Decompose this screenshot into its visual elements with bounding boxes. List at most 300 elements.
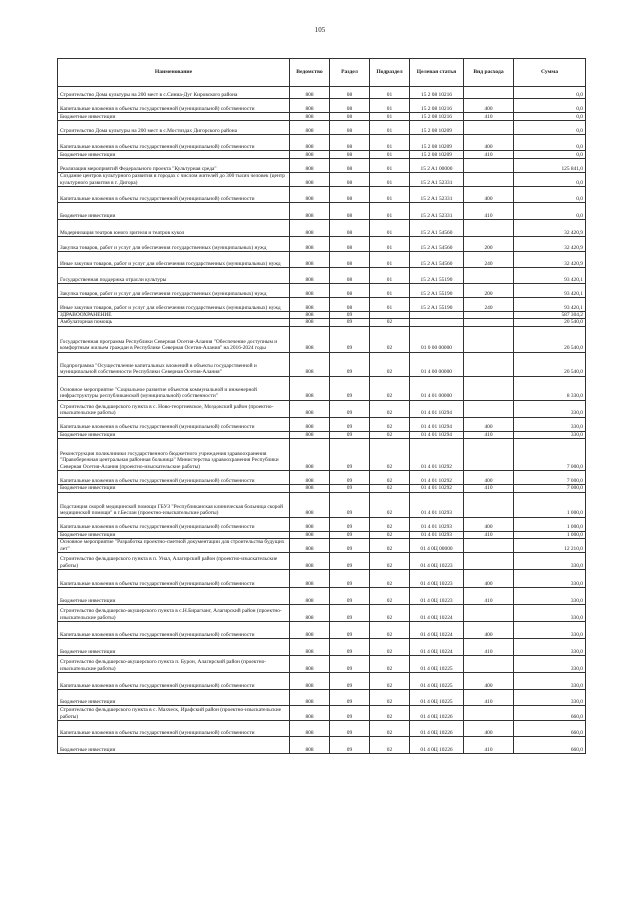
row-section-cell: 09 bbox=[330, 431, 370, 438]
row-expense-type-cell: 410 bbox=[464, 690, 514, 706]
header-amount: Сумма bbox=[514, 59, 586, 87]
row-amount-cell: 330,0 bbox=[514, 673, 586, 690]
table-row bbox=[58, 268, 586, 284]
row-section-cell: 08 bbox=[330, 298, 370, 312]
row-section-cell: 09 bbox=[330, 690, 370, 706]
row-expense-type-cell: 410 bbox=[464, 113, 514, 121]
row-amount-cell: 330,0 bbox=[514, 417, 586, 431]
row-subsection-cell: 02 bbox=[370, 400, 410, 417]
row-expense-type-cell: 400 bbox=[464, 187, 514, 203]
row-name-cell: Иные закупки товаров, работ и услуг для обеспечения государственных (муниципальных) нужд bbox=[58, 252, 290, 268]
row-target-article-cell: 15 2 A1 55190 bbox=[410, 268, 464, 284]
row-target-article-cell: 15 2 A1 54560 bbox=[410, 237, 464, 252]
row-target-article-cell: 15 2 A1 52331 bbox=[410, 187, 464, 203]
row-subsection-cell: 02 bbox=[370, 352, 410, 376]
table-row bbox=[58, 284, 586, 298]
row-amount-cell: 0,0 bbox=[514, 203, 586, 220]
row-name-cell: Реализация мероприятий Федерального проекта "Культурная среда" bbox=[58, 159, 290, 173]
table-row bbox=[58, 237, 586, 252]
row-expense-type-cell: 400 bbox=[464, 99, 514, 113]
table-row bbox=[58, 400, 586, 417]
row-name-cell: Капитальные вложения в объекты государственной (муниципальной) собственности bbox=[58, 99, 290, 113]
row-expense-type-cell: 400 bbox=[464, 135, 514, 151]
row-section-cell: 08 bbox=[330, 220, 370, 237]
table-row bbox=[58, 673, 586, 690]
row-expense-type-cell bbox=[464, 159, 514, 173]
row-target-article-cell bbox=[410, 319, 464, 326]
table-row bbox=[58, 417, 586, 431]
row-target-article-cell: 01 4 00 00000 bbox=[410, 352, 464, 376]
row-name-cell: Бюджетные инвестиции bbox=[58, 639, 290, 656]
row-section-cell: 09 bbox=[330, 485, 370, 492]
row-target-article-cell: 01 4 01 10293 bbox=[410, 492, 464, 517]
row-name-cell: Бюджетные инвестиции bbox=[58, 203, 290, 220]
row-target-article-cell: 01 4 01 10294 bbox=[410, 400, 464, 417]
row-section-cell: 08 bbox=[330, 237, 370, 252]
row-target-article-cell: 15 2 A1 55190 bbox=[410, 284, 464, 298]
row-target-article-cell: 01 4 0Ц 10225 bbox=[410, 656, 464, 673]
row-section-cell: 09 bbox=[330, 605, 370, 622]
row-target-article-cell: 15 2 A1 52331 bbox=[410, 203, 464, 220]
table-header-row bbox=[58, 59, 586, 87]
row-amount-cell: 32 420,9 bbox=[514, 252, 586, 268]
row-name-cell: Бюджетные инвестиции bbox=[58, 485, 290, 492]
row-subsection-cell: 02 bbox=[370, 639, 410, 656]
row-department-cell: 808 bbox=[290, 471, 330, 485]
row-department-cell: 808 bbox=[290, 319, 330, 326]
row-department-cell: 808 bbox=[290, 492, 330, 517]
row-expense-type-cell bbox=[464, 87, 514, 99]
row-target-article-cell: 01 4 0Ц 10223 bbox=[410, 588, 464, 605]
row-target-article-cell: 15 2 A1 52331 bbox=[410, 173, 464, 187]
row-amount-cell: 330,0 bbox=[514, 639, 586, 656]
row-expense-type-cell: 410 bbox=[464, 203, 514, 220]
row-subsection-cell: 02 bbox=[370, 690, 410, 706]
row-department-cell: 808 bbox=[290, 539, 330, 553]
row-amount-cell: 12 210,0 bbox=[514, 539, 586, 553]
row-name-cell: Бюджетные инвестиции bbox=[58, 690, 290, 706]
table-row bbox=[58, 252, 586, 268]
row-department-cell: 808 bbox=[290, 588, 330, 605]
row-amount-cell: 587 304,2 bbox=[514, 312, 586, 319]
row-section-cell: 08 bbox=[330, 173, 370, 187]
row-name-cell: Капитальные вложения в объекты государственной (муниципальной) собственности bbox=[58, 135, 290, 151]
row-name-cell: Капитальные вложения в объекты государственной (муниципальной) собственности bbox=[58, 673, 290, 690]
row-subsection-cell: 01 bbox=[370, 121, 410, 135]
row-expense-type-cell: 410 bbox=[464, 588, 514, 605]
row-amount-cell: 7 000,0 bbox=[514, 439, 586, 471]
row-target-article-cell: 01 4 01 10294 bbox=[410, 431, 464, 438]
row-section-cell: 09 bbox=[330, 588, 370, 605]
table-row bbox=[58, 352, 586, 376]
row-subsection-cell: 01 bbox=[370, 252, 410, 268]
row-expense-type-cell bbox=[464, 553, 514, 570]
row-section-cell: 09 bbox=[330, 326, 370, 352]
row-section-cell: 09 bbox=[330, 570, 370, 588]
row-department-cell: 808 bbox=[290, 326, 330, 352]
table-row bbox=[58, 151, 586, 159]
table-body bbox=[58, 87, 586, 754]
row-department-cell: 808 bbox=[290, 187, 330, 203]
row-name-cell: Строительство фельдшерского пункта в п. Унал, Алагирский район (проектно-изыскательские работы) bbox=[58, 553, 290, 570]
row-name-cell: Бюджетные инвестиции bbox=[58, 588, 290, 605]
row-section-cell: 09 bbox=[330, 553, 370, 570]
row-subsection-cell: 02 bbox=[370, 492, 410, 517]
row-target-article-cell: 15 2 08 10209 bbox=[410, 121, 464, 135]
row-name-cell: Бюджетные инвестиции bbox=[58, 113, 290, 121]
row-name-cell: ЗДРАВООХРАНЕНИЕ bbox=[58, 312, 290, 319]
row-department-cell: 808 bbox=[290, 570, 330, 588]
row-subsection-cell: 02 bbox=[370, 673, 410, 690]
row-amount-cell: 0,0 bbox=[514, 151, 586, 159]
row-subsection-cell: 02 bbox=[370, 737, 410, 754]
table-row bbox=[58, 159, 586, 173]
row-subsection-cell: 01 bbox=[370, 151, 410, 159]
row-department-cell: 808 bbox=[290, 517, 330, 531]
row-department-cell: 808 bbox=[290, 298, 330, 312]
row-department-cell: 808 bbox=[290, 673, 330, 690]
table-row bbox=[58, 492, 586, 517]
row-amount-cell: 7 000,0 bbox=[514, 471, 586, 485]
row-expense-type-cell: 400 bbox=[464, 622, 514, 639]
row-section-cell: 08 bbox=[330, 135, 370, 151]
table-row bbox=[58, 376, 586, 400]
row-expense-type-cell bbox=[464, 539, 514, 553]
row-subsection-cell: 02 bbox=[370, 431, 410, 438]
row-subsection-cell: 01 bbox=[370, 159, 410, 173]
row-name-cell: Бюджетные инвестиции bbox=[58, 531, 290, 538]
row-subsection-cell: 01 bbox=[370, 187, 410, 203]
row-expense-type-cell: 400 bbox=[464, 570, 514, 588]
row-department-cell: 808 bbox=[290, 622, 330, 639]
row-target-article-cell: 01 0 00 00000 bbox=[410, 326, 464, 352]
row-target-article-cell: 01 4 0Ц 10226 bbox=[410, 737, 464, 754]
row-expense-type-cell bbox=[464, 492, 514, 517]
table-row bbox=[58, 485, 586, 492]
table-row bbox=[58, 298, 586, 312]
row-name-cell: Закупка товаров, работ и услуг для обеспечения государственных (муниципальных) нужд bbox=[58, 284, 290, 298]
row-name-cell: Реконструкция поликлиники государственного бюджетного учреждения здравоохранения "Правобережная центральная районная больница" Министерства здравоохранения Республики Северная Осетия-Алания (проектно-изыскательские работы) bbox=[58, 439, 290, 471]
row-subsection-cell: 02 bbox=[370, 570, 410, 588]
row-department-cell: 808 bbox=[290, 203, 330, 220]
row-expense-type-cell bbox=[464, 121, 514, 135]
row-name-cell: Бюджетные инвестиции bbox=[58, 431, 290, 438]
row-target-article-cell: 15 2 08 10216 bbox=[410, 99, 464, 113]
table-row bbox=[58, 553, 586, 570]
row-amount-cell: 330,0 bbox=[514, 622, 586, 639]
row-expense-type-cell bbox=[464, 706, 514, 721]
row-section-cell: 08 bbox=[330, 87, 370, 99]
row-expense-type-cell bbox=[464, 173, 514, 187]
row-section-cell: 08 bbox=[330, 203, 370, 220]
header-subsection: Подраздел bbox=[370, 59, 410, 87]
table-row bbox=[58, 135, 586, 151]
row-department-cell: 808 bbox=[290, 159, 330, 173]
row-section-cell: 09 bbox=[330, 737, 370, 754]
row-subsection-cell: 02 bbox=[370, 706, 410, 721]
row-department-cell: 808 bbox=[290, 605, 330, 622]
row-name-cell: Подстанция скорой медицинской помощи ГБУЗ "Республиканская клиническая больница скорой медицинской помощи" в г.Беслан (проектно-изыскательские работы) bbox=[58, 492, 290, 517]
row-amount-cell: 330,0 bbox=[514, 431, 586, 438]
row-amount-cell: 330,0 bbox=[514, 656, 586, 673]
row-section-cell: 09 bbox=[330, 622, 370, 639]
row-expense-type-cell bbox=[464, 268, 514, 284]
row-subsection-cell: 01 bbox=[370, 237, 410, 252]
row-amount-cell: 330,0 bbox=[514, 588, 586, 605]
row-amount-cell: 125 841,0 bbox=[514, 159, 586, 173]
row-target-article-cell: 01 4 01 10292 bbox=[410, 439, 464, 471]
row-section-cell: 08 bbox=[330, 284, 370, 298]
row-subsection-cell: 02 bbox=[370, 605, 410, 622]
row-amount-cell: 20 540,0 bbox=[514, 352, 586, 376]
row-department-cell: 808 bbox=[290, 417, 330, 431]
row-name-cell: Капитальные вложения в объекты государственной (муниципальной) собственности bbox=[58, 570, 290, 588]
row-target-article-cell: 01 4 01 10293 bbox=[410, 531, 464, 538]
row-target-article-cell: 01 4 0Ц 10225 bbox=[410, 690, 464, 706]
row-name-cell: Строительство фельдшерско-акушерского пункта п. Бурон, Алагирский район (проектно-изыскательские работы) bbox=[58, 656, 290, 673]
row-amount-cell: 660,0 bbox=[514, 737, 586, 754]
row-amount-cell: 93 420,1 bbox=[514, 268, 586, 284]
table-row bbox=[58, 737, 586, 754]
row-department-cell: 808 bbox=[290, 135, 330, 151]
row-name-cell: Бюджетные инвестиции bbox=[58, 737, 290, 754]
row-name-cell: Строительство фельдшерского пункта в с. Ново-георгиевское, Моздокский район (проектно-изыскательские работы) bbox=[58, 400, 290, 417]
row-department-cell: 808 bbox=[290, 284, 330, 298]
table-row bbox=[58, 113, 586, 121]
table-row bbox=[58, 203, 586, 220]
header-section: Раздел bbox=[330, 59, 370, 87]
row-target-article-cell bbox=[410, 312, 464, 319]
row-section-cell: 09 bbox=[330, 639, 370, 656]
row-department-cell: 808 bbox=[290, 721, 330, 737]
row-subsection-cell: 01 bbox=[370, 173, 410, 187]
row-target-article-cell: 15 2 08 10216 bbox=[410, 87, 464, 99]
row-section-cell: 08 bbox=[330, 121, 370, 135]
row-expense-type-cell: 400 bbox=[464, 517, 514, 531]
row-subsection-cell bbox=[370, 312, 410, 319]
row-section-cell: 09 bbox=[330, 706, 370, 721]
row-expense-type-cell bbox=[464, 220, 514, 237]
row-subsection-cell: 01 bbox=[370, 135, 410, 151]
row-subsection-cell: 02 bbox=[370, 531, 410, 538]
row-subsection-cell: 02 bbox=[370, 417, 410, 431]
table-row bbox=[58, 622, 586, 639]
row-subsection-cell: 01 bbox=[370, 99, 410, 113]
row-amount-cell: 0,0 bbox=[514, 87, 586, 99]
row-target-article-cell: 15 2 A1 00000 bbox=[410, 159, 464, 173]
row-target-article-cell: 01 4 01 10292 bbox=[410, 485, 464, 492]
row-department-cell: 808 bbox=[290, 485, 330, 492]
row-name-cell: Иные закупки товаров, работ и услуг для обеспечения государственных (муниципальных) нужд bbox=[58, 298, 290, 312]
row-target-article-cell: 01 4 0Ц 10223 bbox=[410, 570, 464, 588]
row-amount-cell: 1 000,0 bbox=[514, 531, 586, 538]
row-department-cell: 808 bbox=[290, 151, 330, 159]
row-name-cell: Основное мероприятие "Социальное развитие объектов коммунальной и инженерной инфраструктуры республиканской (муниципальной) собственности" bbox=[58, 376, 290, 400]
row-department-cell: 808 bbox=[290, 553, 330, 570]
row-amount-cell: 660,0 bbox=[514, 706, 586, 721]
row-subsection-cell: 01 bbox=[370, 298, 410, 312]
row-name-cell: Основное мероприятие "Разработка проектно-сметной документации для строительства будущих лет" bbox=[58, 539, 290, 553]
row-subsection-cell: 02 bbox=[370, 485, 410, 492]
row-expense-type-cell: 410 bbox=[464, 151, 514, 159]
row-expense-type-cell bbox=[464, 319, 514, 326]
table-row bbox=[58, 471, 586, 485]
row-name-cell: Бюджетные инвестиции bbox=[58, 151, 290, 159]
row-name-cell: Строительство Дома культуры на 200 мест в с.Синиа-Дуг Кировского района bbox=[58, 87, 290, 99]
row-subsection-cell: 02 bbox=[370, 376, 410, 400]
row-name-cell: Капитальные вложения в объекты государственной (муниципальной) собственности bbox=[58, 471, 290, 485]
row-target-article-cell: 15 2 08 10216 bbox=[410, 113, 464, 121]
row-department-cell: 808 bbox=[290, 690, 330, 706]
row-section-cell: 08 bbox=[330, 187, 370, 203]
row-target-article-cell: 01 4 01 10294 bbox=[410, 417, 464, 431]
table-row bbox=[58, 220, 586, 237]
row-target-article-cell: 01 4 0Ц 10226 bbox=[410, 706, 464, 721]
row-amount-cell: 8 330,0 bbox=[514, 376, 586, 400]
row-section-cell: 08 bbox=[330, 151, 370, 159]
row-section-cell: 09 bbox=[330, 439, 370, 471]
row-section-cell: 08 bbox=[330, 252, 370, 268]
row-expense-type-cell bbox=[464, 376, 514, 400]
row-target-article-cell: 01 4 0Ц 10224 bbox=[410, 605, 464, 622]
row-amount-cell: 0,0 bbox=[514, 121, 586, 135]
row-name-cell: Государственная программа Республики Северная Осетия-Алания "Обеспечение доступным и комфортным жильем граждан в Республике Северная Осетия-Алания" на 2016-2024 годы bbox=[58, 326, 290, 352]
row-section-cell: 09 bbox=[330, 531, 370, 538]
row-expense-type-cell: 240 bbox=[464, 252, 514, 268]
row-expense-type-cell: 200 bbox=[464, 237, 514, 252]
row-department-cell: 808 bbox=[290, 531, 330, 538]
row-expense-type-cell: 400 bbox=[464, 417, 514, 431]
row-amount-cell: 1 000,0 bbox=[514, 517, 586, 531]
row-section-cell: 09 bbox=[330, 400, 370, 417]
row-name-cell: Закупка товаров, работ и услуг для обеспечения государственных (муниципальных) нужд bbox=[58, 237, 290, 252]
table-row bbox=[58, 187, 586, 203]
row-amount-cell: 32 420,9 bbox=[514, 220, 586, 237]
row-name-cell: Строительство фельдшерского пункта в с. Махческ, Ирафский район (проектно-изыскательские работы) bbox=[58, 706, 290, 721]
row-target-article-cell: 15 2 A1 55190 bbox=[410, 298, 464, 312]
header-department: Ведомство bbox=[290, 59, 330, 87]
row-name-cell: Создание центров культурного развития в городах с числом жителей до 300 тысяч человек (центр культурного развития в г. Дигора) bbox=[58, 173, 290, 187]
row-amount-cell: 0,0 bbox=[514, 173, 586, 187]
row-section-cell: 08 bbox=[330, 159, 370, 173]
row-amount-cell: 330,0 bbox=[514, 690, 586, 706]
row-section-cell: 09 bbox=[330, 539, 370, 553]
row-expense-type-cell bbox=[464, 656, 514, 673]
row-amount-cell: 330,0 bbox=[514, 570, 586, 588]
table-row bbox=[58, 690, 586, 706]
table-row bbox=[58, 531, 586, 538]
row-target-article-cell: 15 2 A1 54560 bbox=[410, 220, 464, 237]
row-subsection-cell: 01 bbox=[370, 87, 410, 99]
header-target-article: Целевая статья bbox=[410, 59, 464, 87]
row-section-cell: 09 bbox=[330, 471, 370, 485]
table-row bbox=[58, 570, 586, 588]
row-section-cell: 08 bbox=[330, 113, 370, 121]
table-row bbox=[58, 517, 586, 531]
row-subsection-cell: 02 bbox=[370, 539, 410, 553]
row-amount-cell: 330,0 bbox=[514, 553, 586, 570]
row-subsection-cell: 02 bbox=[370, 588, 410, 605]
table-row bbox=[58, 439, 586, 471]
table-row bbox=[58, 605, 586, 622]
row-subsection-cell: 02 bbox=[370, 319, 410, 326]
row-target-article-cell: 01 4 0Ц 10226 bbox=[410, 721, 464, 737]
row-name-cell: Капитальные вложения в объекты государственной (муниципальной) собственности bbox=[58, 622, 290, 639]
table-row bbox=[58, 539, 586, 553]
row-department-cell: 808 bbox=[290, 431, 330, 438]
row-department-cell: 808 bbox=[290, 268, 330, 284]
row-target-article-cell: 15 2 08 10209 bbox=[410, 151, 464, 159]
row-amount-cell: 7 000,0 bbox=[514, 485, 586, 492]
row-subsection-cell: 01 bbox=[370, 203, 410, 220]
row-expense-type-cell bbox=[464, 352, 514, 376]
row-expense-type-cell: 410 bbox=[464, 639, 514, 656]
table-row bbox=[58, 706, 586, 721]
row-section-cell: 09 bbox=[330, 673, 370, 690]
row-section-cell: 09 bbox=[330, 656, 370, 673]
row-amount-cell: 330,0 bbox=[514, 400, 586, 417]
row-name-cell: Капитальные вложения в объекты государственной (муниципальной) собственности bbox=[58, 517, 290, 531]
row-subsection-cell: 02 bbox=[370, 471, 410, 485]
row-section-cell: 09 bbox=[330, 312, 370, 319]
row-amount-cell: 20 540,0 bbox=[514, 319, 586, 326]
row-name-cell: Капитальные вложения в объекты государственной (муниципальной) собственности bbox=[58, 721, 290, 737]
row-amount-cell: 0,0 bbox=[514, 99, 586, 113]
row-department-cell: 808 bbox=[290, 237, 330, 252]
page-number: 105 bbox=[314, 26, 326, 34]
row-name-cell: Амбулаторная помощь bbox=[58, 319, 290, 326]
row-subsection-cell: 01 bbox=[370, 284, 410, 298]
row-department-cell: 808 bbox=[290, 400, 330, 417]
row-section-cell: 09 bbox=[330, 417, 370, 431]
row-expense-type-cell: 240 bbox=[464, 298, 514, 312]
row-target-article-cell: 01 4 0Ц 10225 bbox=[410, 673, 464, 690]
table-row bbox=[58, 656, 586, 673]
row-amount-cell: 660,0 bbox=[514, 721, 586, 737]
row-department-cell: 808 bbox=[290, 312, 330, 319]
row-subsection-cell: 02 bbox=[370, 326, 410, 352]
row-subsection-cell: 02 bbox=[370, 656, 410, 673]
row-amount-cell: 1 000,0 bbox=[514, 492, 586, 517]
row-department-cell: 808 bbox=[290, 220, 330, 237]
row-amount-cell: 0,0 bbox=[514, 113, 586, 121]
row-department-cell: 808 bbox=[290, 352, 330, 376]
row-name-cell: Строительство фельдшерско-акушерского пункта в с.Н.Бирагзанг, Алагирский район (проектно-изыскательские работы) bbox=[58, 605, 290, 622]
row-section-cell: 08 bbox=[330, 268, 370, 284]
row-target-article-cell: 01 4 01 10293 bbox=[410, 517, 464, 531]
row-subsection-cell: 02 bbox=[370, 439, 410, 471]
row-subsection-cell: 02 bbox=[370, 721, 410, 737]
row-amount-cell: 93 420,1 bbox=[514, 298, 586, 312]
row-target-article-cell: 01 4 0Ц 10224 bbox=[410, 622, 464, 639]
row-department-cell: 808 bbox=[290, 376, 330, 400]
row-department-cell: 808 bbox=[290, 639, 330, 656]
table-row bbox=[58, 99, 586, 113]
row-target-article-cell: 15 2 A1 54560 bbox=[410, 252, 464, 268]
row-department-cell: 808 bbox=[290, 656, 330, 673]
header-name: Наименование bbox=[58, 59, 290, 87]
row-subsection-cell: 01 bbox=[370, 220, 410, 237]
table-row bbox=[58, 326, 586, 352]
row-department-cell: 808 bbox=[290, 87, 330, 99]
row-expense-type-cell bbox=[464, 400, 514, 417]
row-department-cell: 808 bbox=[290, 173, 330, 187]
row-name-cell: Государственная поддержка отрасли культуры bbox=[58, 268, 290, 284]
row-expense-type-cell: 400 bbox=[464, 673, 514, 690]
row-expense-type-cell: 410 bbox=[464, 531, 514, 538]
table-row bbox=[58, 319, 586, 326]
row-expense-type-cell: 400 bbox=[464, 721, 514, 737]
